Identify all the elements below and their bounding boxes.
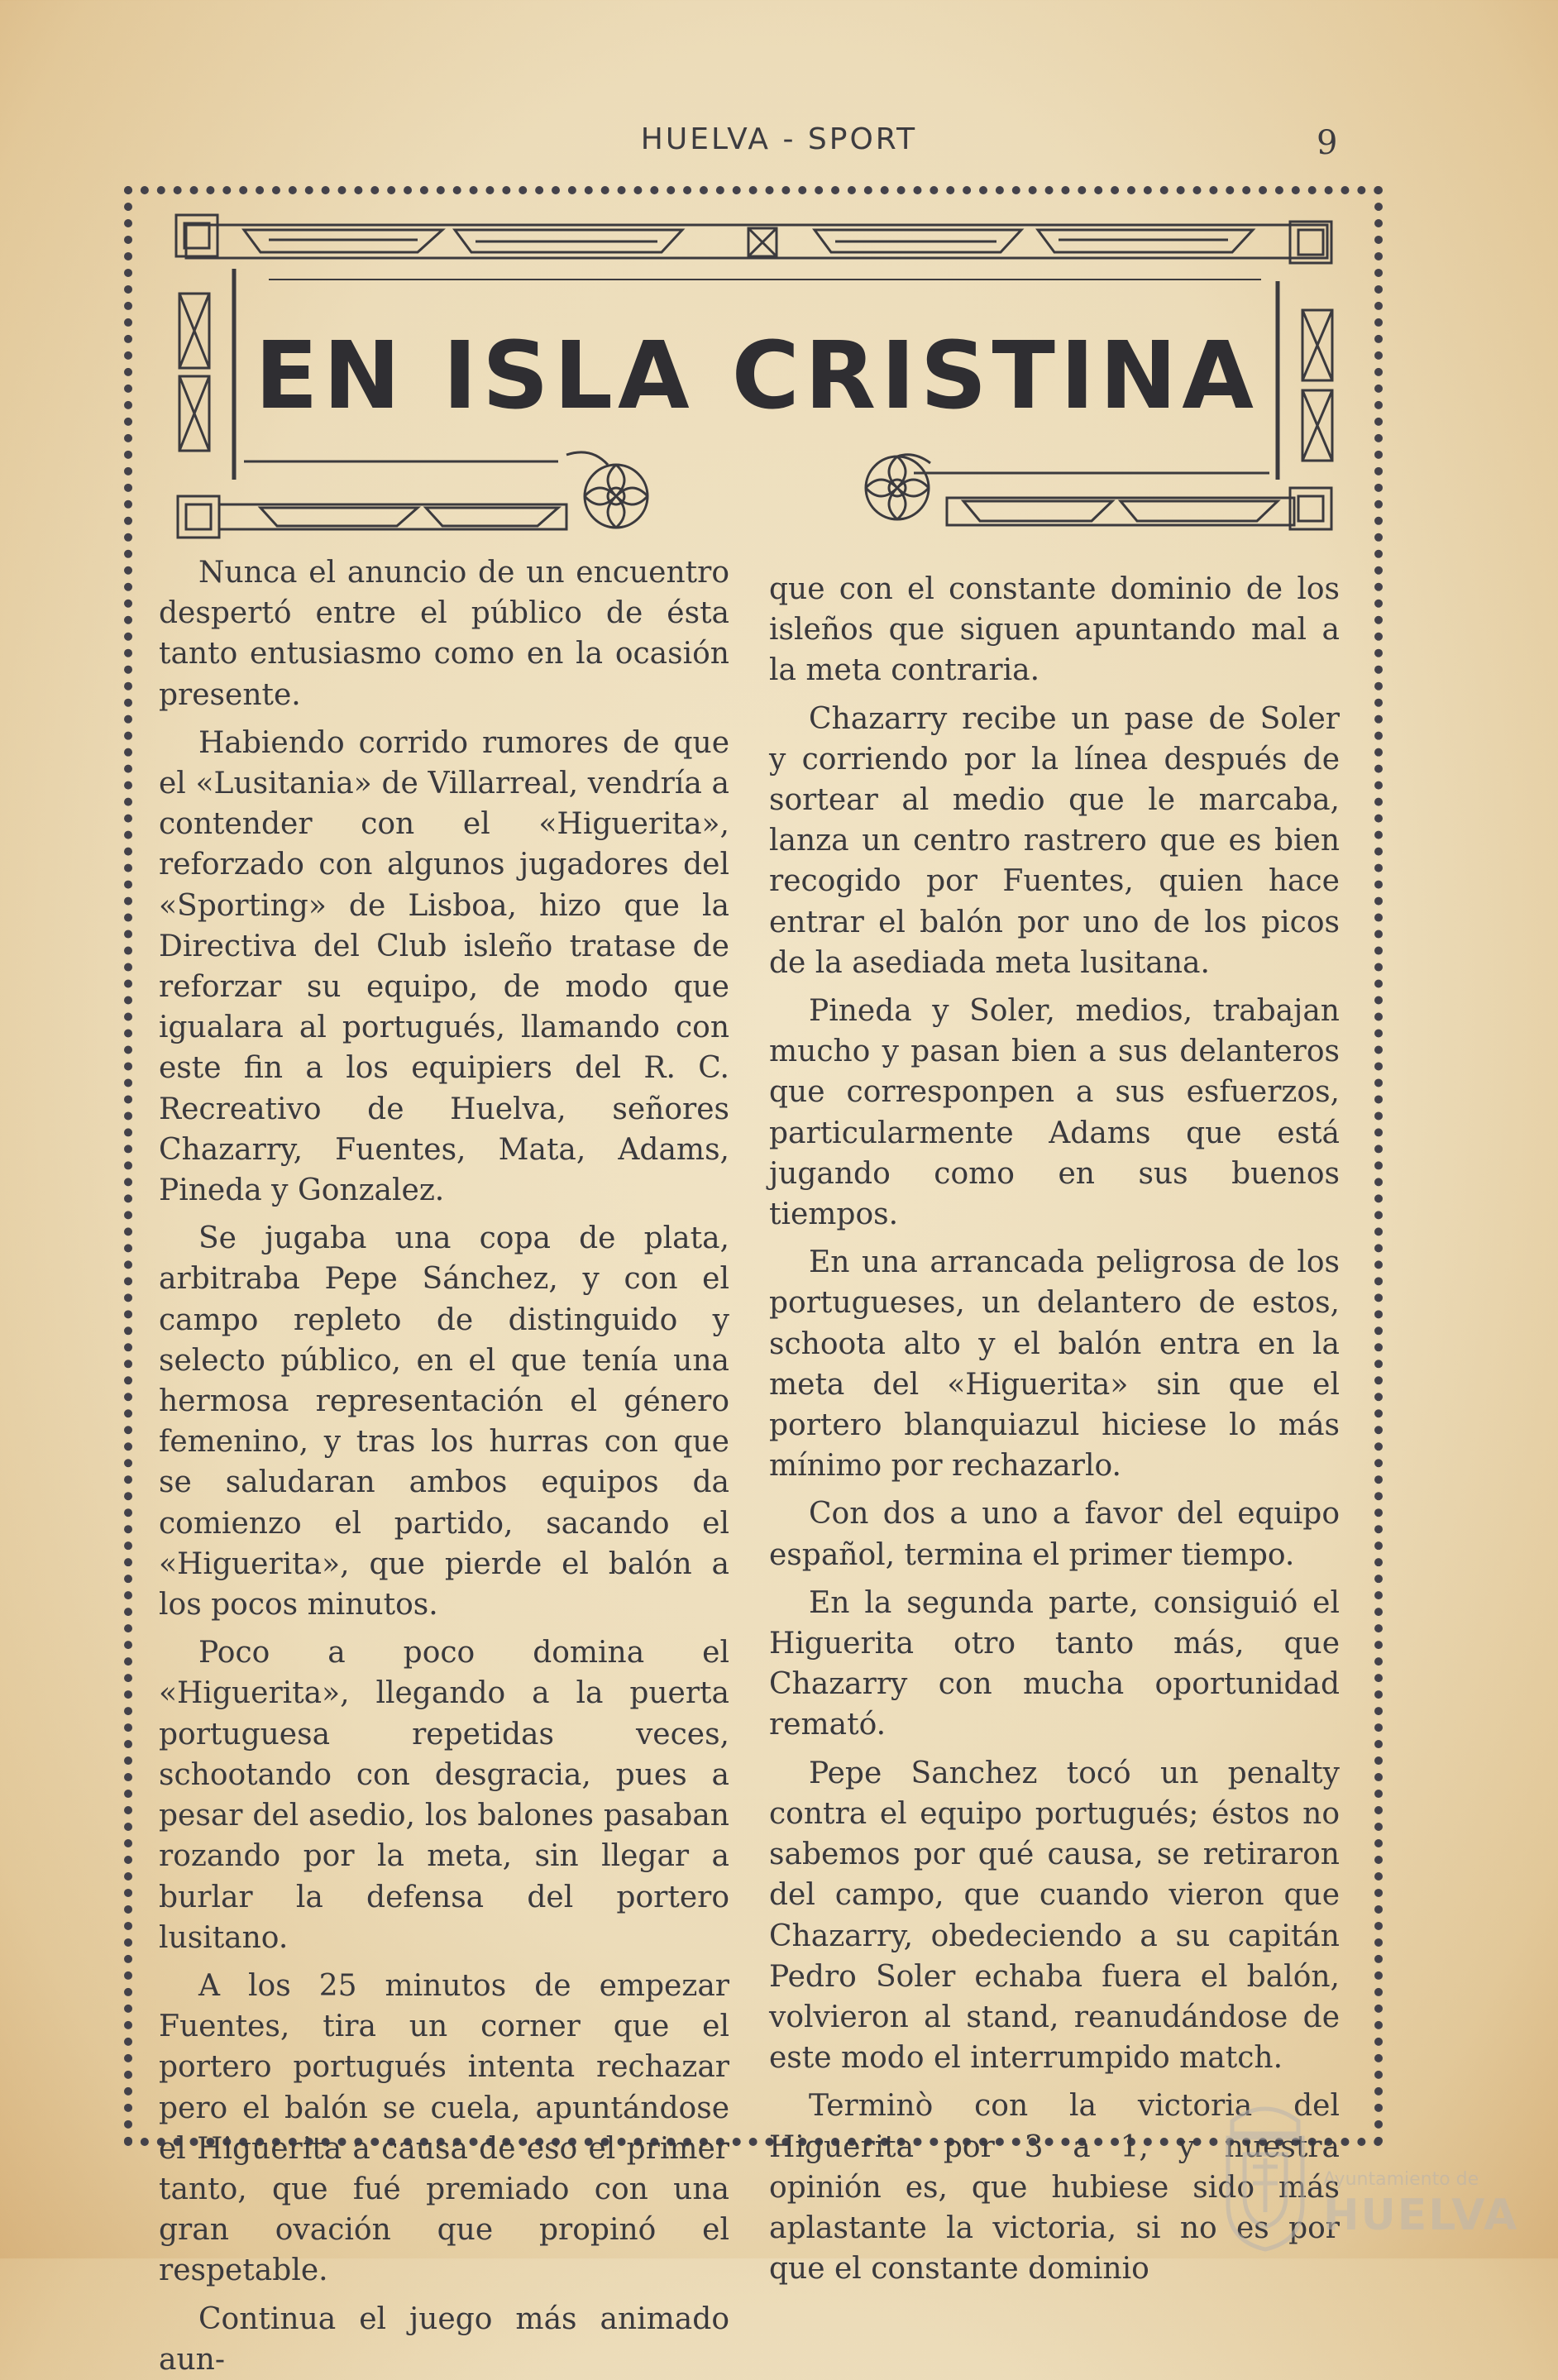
left-column — [159, 552, 729, 2380]
paragraph: Continua el juego más animado aun- — [159, 2301, 729, 2377]
paragraph-continuation: que con el constante dominio de los isleños que siguen apuntando mal a la meta contraria. — [769, 572, 1340, 688]
watermark-line-2: HUELVA — [1323, 2191, 1519, 2240]
paragraph: Pepe Sanchez tocó un penalty contra el equipo portugués; éstos no sabemos por qué causa, se retiraron del campo, que cuando vieron que Chazarry, obedeciendo a su capitán Pedro Soler echaba fuera el balón, volvieron al stand, reanudándose de este modo el interrumpido match. — [769, 1756, 1340, 2076]
paragraph: En la segunda parte, consiguió el Higuerita otro tanto más, que Chazarry con mucha oportunidad remató. — [769, 1585, 1340, 1742]
watermark — [1216, 2088, 1519, 2253]
paragraph: Pineda y Soler, medios, trabajan mucho y pasan bien a sus delanteros que corresponpen a sus esfuerzos, particularmente Adams que está jugando como en sus buenos tiempos. — [769, 994, 1340, 1232]
right-column — [769, 569, 1340, 2289]
paragraph: Terminò con la victoria del Higuerita por 3 a 1, y nuestra opinión es, que hubiese sido más aplastante la victoria, si no es por que el constante dominio — [769, 2089, 1340, 2287]
paragraph: Con dos a uno a favor del equipo español, termina el primer tiempo. — [769, 1497, 1340, 1572]
page-number: 9 — [1317, 124, 1338, 162]
paragraph: Chazarry recibe un pase de Soler y corriendo por la línea después de sortear al medio que le marcaba, lanza un centro rastrero que es bien recogido por Fuentes, quien hace entrar el balón por uno de los picos de la asediada meta lusitana. — [769, 701, 1340, 980]
paragraph: Habiendo corrido rumores de que el «Lusitania» de Villarreal, vendría a contender con el «Higuerita», reforzado con algunos jugadores del «Sporting» de Lisboa, hizo que la Directiva del Club isleño tratase de reforzar su equipo, de modo que igualara al portugués, llamando con este fin a los equipiers del R. C. Recreativo de Huelva, señores Chazarry, Fuentes, Mata, Adams, Pineda y Gonzalez. — [159, 725, 729, 1208]
paragraph: Poco a poco domina el «Higuerita», llegando a la puerta portuguesa repetidas veces, schootando con desgracia, pues a pesar del asedio, los balones pasaban rozando por la meta, sin llegar a burlar la defensa del portero lusitano. — [159, 1636, 729, 1955]
watermark-line-1: Ayuntamiento de — [1323, 2169, 1479, 2190]
paragraph: Nunca el anuncio de un encuentro despertó entre el público de ésta tanto entusiasmo como en la ocasión presente. — [159, 556, 729, 712]
coat-of-arms-icon — [1216, 2088, 1315, 2253]
paragraph: Se jugaba una copa de plata, arbitraba Pepe Sánchez, y con el campo repleto de distinguido y selecto público, en el que tenía una hermosa representación el género femenino, y tras los hurras con que se saludaran ambos equipos da comienzo el partido, sacando el «Higuerita», que pierde el balón a los pocos minutos. — [159, 1221, 729, 1623]
paragraph: En una arrancada peligrosa de los portugueses, un delantero de estos, schoota alto y el balón entra en la meta del «Higuerita» sin que el portero blanquiazul hiciese lo más mínimo por rechazarlo. — [769, 1245, 1340, 1484]
paragraph: A los 25 minutos de empezar Fuentes, tira un corner que el portero portugués intenta rechazar pero el balón se cuela, apuntándose el Higuerita a causa de eso el primer tanto, que fué premiado con una gran ovación que propinó el respetable. — [159, 1968, 729, 2288]
running-head: HUELVA - SPORT — [640, 122, 918, 156]
article-title: EN ISLA CRISTINA — [255, 323, 1259, 430]
title-frame — [170, 207, 1344, 554]
